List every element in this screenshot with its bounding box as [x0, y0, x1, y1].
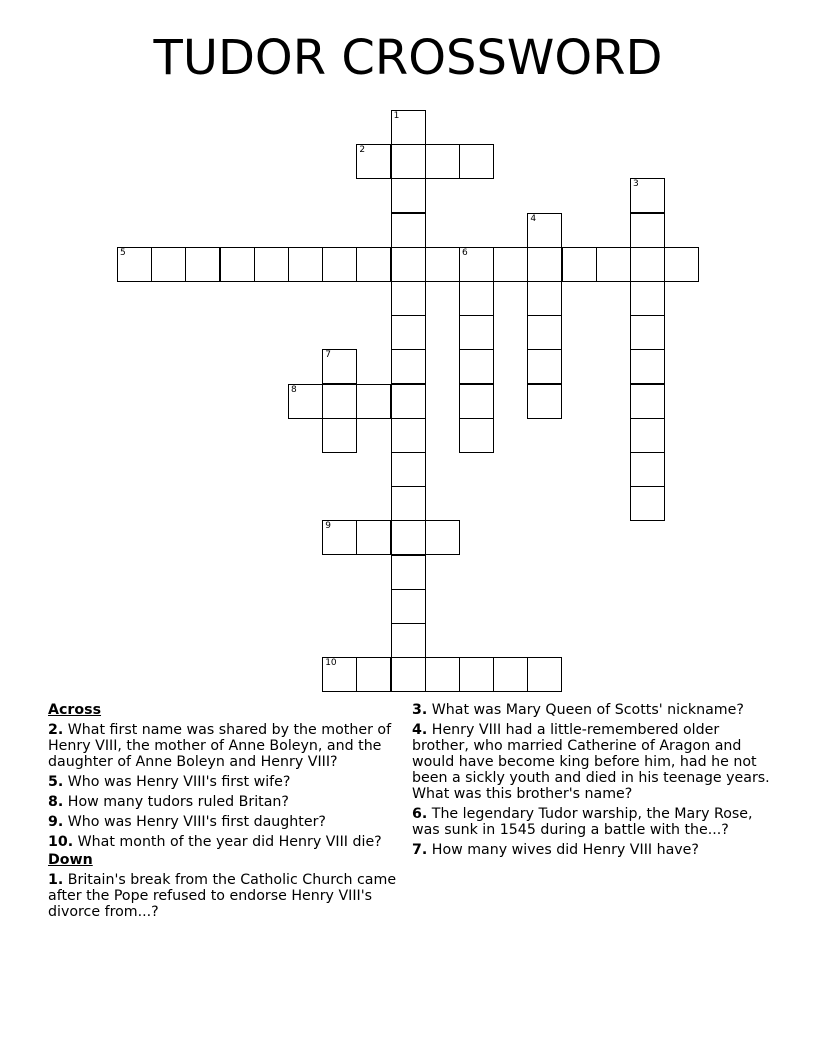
clue-text: Henry VIII had a little-remembered older brother, who married Catherine of Aragon and would have become king before him, had he not been a sickly youth and died in his teenage years. What was this brother's name? — [412, 722, 770, 802]
grid-cell[interactable] — [391, 213, 426, 248]
grid-cell[interactable] — [630, 486, 665, 521]
grid-cell[interactable] — [459, 657, 494, 692]
grid-cell[interactable] — [322, 418, 357, 453]
cell-number: 9 — [325, 521, 331, 532]
grid-cell[interactable] — [391, 452, 426, 487]
grid-cell[interactable] — [425, 144, 460, 179]
grid-cell[interactable] — [562, 247, 597, 282]
grid-cell[interactable] — [185, 247, 220, 282]
grid-cell[interactable] — [391, 315, 426, 350]
grid-cell[interactable] — [630, 178, 665, 213]
grid-cell[interactable] — [391, 589, 426, 624]
grid-cell[interactable] — [356, 384, 391, 419]
clue-text: What month of the year did Henry VIII die? — [73, 834, 382, 850]
clue-text: Britain's break from the Catholic Church came after the Pope refused to endorse Henry VIII's divorce from...? — [48, 872, 397, 920]
grid-cell[interactable] — [630, 384, 665, 419]
across-heading: Across — [48, 702, 102, 718]
grid-cell[interactable] — [630, 281, 665, 316]
grid-cell[interactable] — [459, 349, 494, 384]
clue-number: 2. — [48, 722, 64, 738]
clue-text: Who was Henry VIII's first daughter? — [63, 814, 326, 830]
grid-cell[interactable] — [493, 247, 528, 282]
down-clue — [48, 872, 404, 920]
cell-number: 5 — [120, 247, 126, 258]
cell-number: 3 — [633, 179, 639, 190]
clue-number: 5. — [48, 774, 64, 790]
grid-cell[interactable] — [664, 247, 699, 282]
clue-number: 8. — [48, 794, 64, 810]
clue-number: 4. — [412, 722, 428, 738]
grid-cell[interactable] — [527, 213, 562, 248]
across-clue — [48, 794, 404, 810]
grid-cell[interactable] — [391, 384, 426, 419]
clue-text: What was Mary Queen of Scotts' nickname? — [427, 702, 744, 718]
grid-cell[interactable] — [391, 281, 426, 316]
grid-cell[interactable] — [356, 144, 391, 179]
across-clue — [48, 774, 404, 790]
clue-text: Who was Henry VIII's first wife? — [63, 774, 291, 790]
grid-cell[interactable] — [391, 520, 426, 555]
grid-cell[interactable] — [356, 247, 391, 282]
grid-cell[interactable] — [391, 623, 426, 658]
grid-cell[interactable] — [527, 349, 562, 384]
cell-number: 8 — [291, 384, 297, 395]
grid-cell[interactable] — [596, 247, 631, 282]
grid-cell[interactable] — [322, 520, 357, 555]
grid-cell[interactable] — [322, 657, 357, 692]
grid-cell[interactable] — [322, 349, 357, 384]
down-clue — [412, 842, 772, 858]
grid-cell[interactable] — [425, 247, 460, 282]
grid-cell[interactable] — [322, 247, 357, 282]
grid-cell[interactable] — [220, 247, 255, 282]
grid-cell[interactable] — [493, 657, 528, 692]
grid-cell[interactable] — [391, 144, 426, 179]
grid-cell[interactable] — [391, 418, 426, 453]
grid-cell[interactable] — [391, 657, 426, 692]
grid-cell[interactable] — [630, 349, 665, 384]
clues-left-column — [48, 702, 404, 924]
grid-cell[interactable] — [527, 657, 562, 692]
grid-cell[interactable] — [356, 520, 391, 555]
grid-cell[interactable] — [527, 281, 562, 316]
cell-number: 1 — [393, 111, 400, 121]
grid-cell[interactable] — [288, 247, 323, 282]
cell-number: 6 — [462, 247, 468, 258]
grid-cell[interactable] — [117, 247, 152, 282]
clue-number: 10. — [48, 834, 74, 850]
grid-cell[interactable] — [630, 247, 665, 282]
grid-cell[interactable] — [151, 247, 186, 282]
across-clue — [48, 834, 404, 850]
cell-number: 10 — [325, 658, 337, 669]
page-title: TUDOR CROSSWORD — [153, 30, 663, 86]
grid-cell[interactable] — [391, 247, 426, 282]
grid-cell[interactable] — [459, 144, 494, 179]
grid-cell[interactable] — [459, 281, 494, 316]
grid-cell[interactable] — [459, 315, 494, 350]
grid-cell[interactable] — [459, 247, 494, 282]
clue-text: What first name was shared by the mother of Henry VIII, the mother of Anne Boleyn, and the daughter of Anne Boleyn and Henry VIII? — [48, 722, 392, 770]
grid-cell[interactable] — [630, 452, 665, 487]
across-clue — [48, 722, 404, 770]
clue-number: 6. — [412, 806, 428, 822]
grid-cell[interactable] — [425, 657, 460, 692]
down-heading: Down — [48, 852, 93, 868]
clue-number: 1. — [48, 872, 64, 888]
grid-cell[interactable] — [527, 247, 562, 282]
grid-cell[interactable] — [322, 384, 357, 419]
grid-cell[interactable] — [391, 178, 426, 213]
down-clue — [412, 722, 772, 802]
grid-cell[interactable] — [527, 384, 562, 419]
grid-cell[interactable] — [391, 349, 426, 384]
grid-cell[interactable] — [356, 657, 391, 692]
clue-number: 3. — [412, 702, 428, 718]
grid-cell[interactable] — [527, 315, 562, 350]
across-clue — [48, 814, 404, 830]
clue-number: 9. — [48, 814, 64, 830]
clue-text: How many tudors ruled Britan? — [63, 794, 289, 810]
clue-text: How many wives did Henry VIII have? — [427, 842, 699, 858]
grid-cell[interactable] — [630, 418, 665, 453]
grid-cell[interactable] — [459, 418, 494, 453]
grid-cell[interactable] — [288, 384, 323, 419]
down-clue — [412, 806, 772, 838]
clues-right-column — [412, 702, 772, 862]
grid-cell[interactable] — [391, 110, 426, 145]
grid-cell[interactable] — [254, 247, 289, 282]
grid-cell[interactable] — [630, 213, 665, 248]
clue-number: 7. — [412, 842, 428, 858]
grid-cell[interactable] — [391, 555, 426, 590]
down-clue — [412, 702, 772, 718]
grid-cell[interactable] — [459, 384, 494, 419]
cell-number: 7 — [325, 350, 331, 361]
grid-cell[interactable] — [630, 315, 665, 350]
cell-number: 4 — [530, 213, 537, 224]
grid-cell[interactable] — [425, 520, 460, 555]
grid-cell[interactable] — [391, 486, 426, 521]
clue-text: The legendary Tudor warship, the Mary Rose, was sunk in 1545 during a battle with the...? — [412, 806, 753, 838]
cell-number: 2 — [359, 145, 366, 156]
